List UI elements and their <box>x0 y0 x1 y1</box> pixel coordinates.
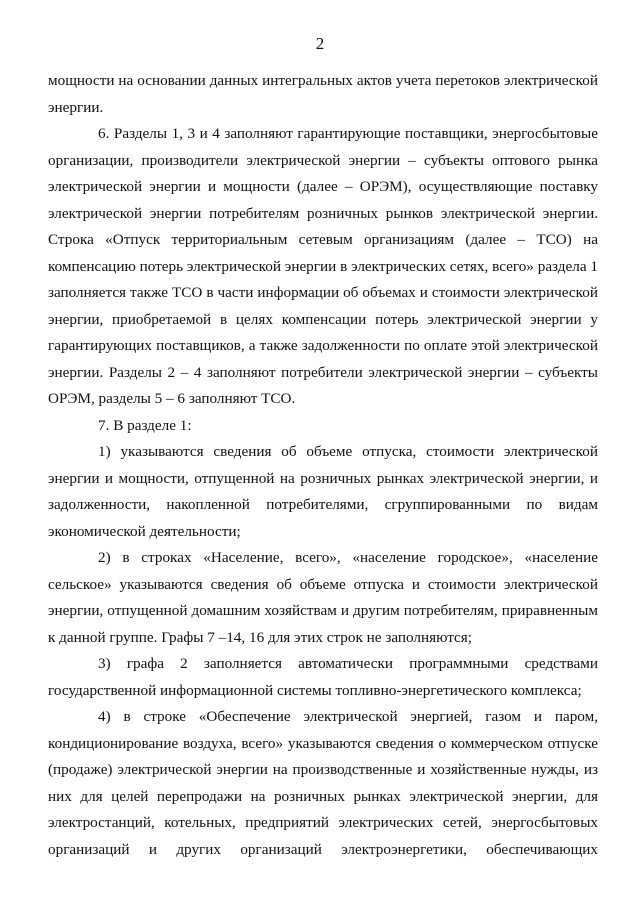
paragraph-subitem-4: 4) в строке «Обеспечение электрической энергией, газом и паром, кондиционирование воздуха, всего» указываются сведения о коммерческом отпуске (продаже) электрической энергии на производственные и хозяйственные нужды, из них для целей перепродажи на розничных рынках электрической энергии, для электростанций, котельных, предприятий электрических сетей, энергосбытовых организаций и других организаций электроэнергетики, обеспечивающих <box>48 708 598 858</box>
paragraph-item-7-heading: 7. В разделе 1: <box>98 416 192 434</box>
paragraph-continuation: мощности на основании данных интегральных актов учета перетоков электрической энергии. <box>48 72 598 116</box>
paragraph-subitem-3: 3) графа 2 заполняется автоматически программными средствами государственной информационной системы топливно-энергетического комплекса; <box>48 655 598 699</box>
document-body <box>48 68 598 863</box>
page-number: 2 <box>315 34 325 53</box>
paragraph-item-6: 6. Разделы 1, 3 и 4 заполняют гарантирующие поставщики, энергосбытовые организации, производители электрической энергии – субъекты оптового рынка электрической энергии и мощности (далее – ОРЭМ), осуществляющие поставку электрической энергии потребителям розничных рынков электрической энергии. Строка «Отпуск территориальным сетевым организациям (далее – ТСО) на компенсацию потерь электрической энергии в электрических сетях, всего» раздела 1 заполняется также ТСО в части информации об объемах и стоимости электрической энергии, приобретаемой в целях компенсации потерь электрической энергии у гарантирующих поставщиков, а также задолженности по оплате этой электрической энергии. Разделы 2 – 4 заполняют потребители электрической энергии – субъекты ОРЭМ, разделы 5 – 6 заполняют ТСО. <box>48 125 598 407</box>
paragraph-subitem-1: 1) указываются сведения об объеме отпуска, стоимости электрической энергии и мощности, отпущенной на розничных рынках электрической энергии, и задолженности, накопленной потребителями, сгруппированными по видам экономической деятельности; <box>48 443 598 540</box>
paragraph-subitem-2: 2) в строках «Население, всего», «население городское», «население сельское» указываются сведения об объеме отпуска и стоимости электрической энергии, отпущенной домашним хозяйствам и другим потребителям, приравненным к данной группе. Графы 7 –14, 16 для этих строк не заполняются; <box>48 549 598 646</box>
